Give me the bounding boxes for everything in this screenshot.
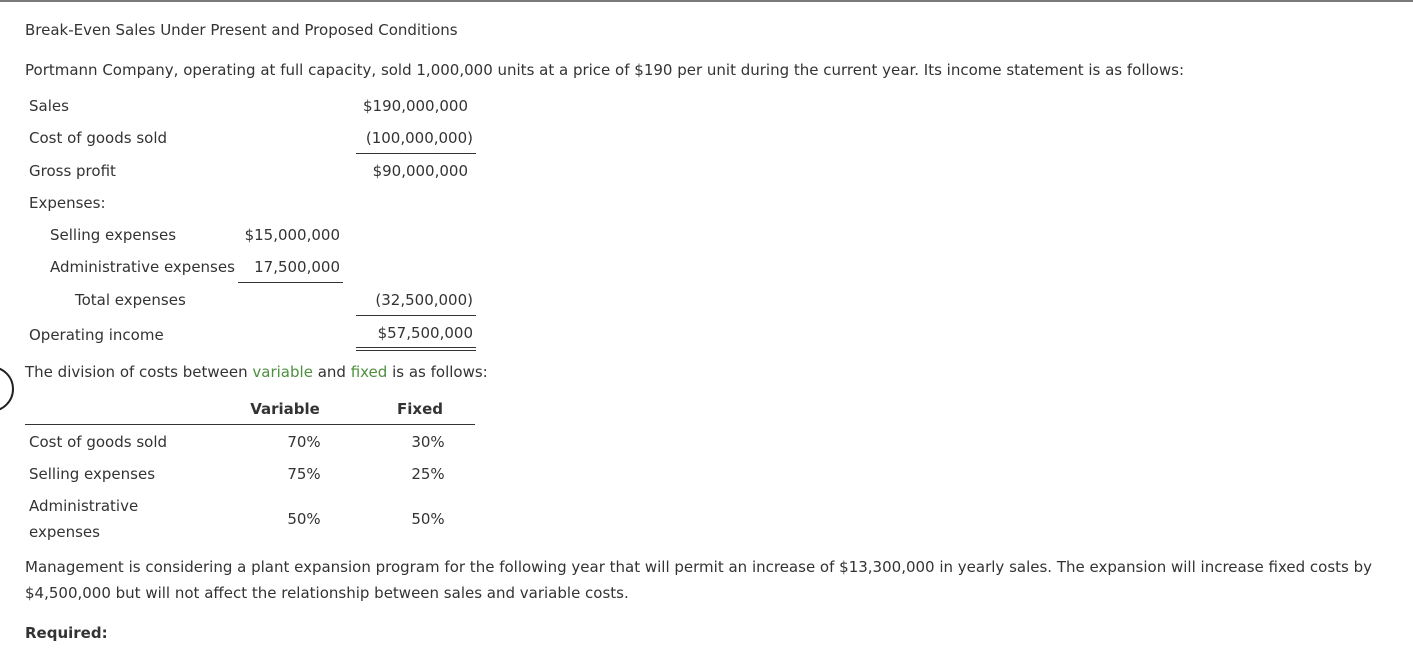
management-paragraph-line1: Management is considering a plant expansion program for the following year that will permit an increase of $13,300,000 in yearly sales. The expansion will increase fixed costs by [25, 558, 1373, 576]
division-text-before: The division of costs between [25, 363, 253, 381]
operating-income-double-underline-bottom [356, 350, 476, 351]
variable-glossary-link[interactable]: variable [252, 363, 313, 381]
page-title: Break-Even Sales Under Present and Proposed Conditions [25, 21, 458, 39]
operating-income-label: Operating income [29, 326, 164, 344]
total-expenses-underline [356, 315, 476, 316]
table-header-rule [25, 424, 475, 425]
expenses-label: Expenses: [29, 194, 106, 212]
admin-underline [238, 282, 343, 283]
selling-expenses-amount: $15,000,000 [244, 226, 340, 244]
division-text-and: and [312, 363, 351, 381]
selling-row-label: Selling expenses [29, 465, 156, 483]
admin-variable-percent: 50% [287, 510, 321, 528]
cogs-underline [356, 153, 476, 154]
selling-variable-percent: 75% [287, 465, 321, 483]
sales-amount: $190,000,000 [363, 97, 468, 115]
administrative-expenses-label: Administrative expenses [50, 258, 235, 276]
top-divider [0, 0, 1413, 2]
sales-label: Sales [29, 97, 69, 115]
management-paragraph-line2: $4,500,000 but will not affect the relationship between sales and variable costs. [25, 584, 629, 602]
cogs-variable-percent: 70% [287, 433, 321, 451]
cogs-label: Cost of goods sold [29, 129, 168, 147]
division-text-after: is as follows: [387, 363, 488, 381]
fixed-column-header: Fixed [397, 400, 443, 418]
cogs-fixed-percent: 30% [411, 433, 445, 451]
intro-paragraph: Portmann Company, operating at full capacity, sold 1,000,000 units at a price of $190 per unit during the current year. Its income statement is as follows: [25, 61, 1184, 79]
admin-fixed-percent: 50% [411, 510, 445, 528]
gross-profit-label: Gross profit [29, 162, 116, 180]
cogs-amount: (100,000,000) [365, 129, 473, 147]
variable-column-header: Variable [250, 400, 320, 418]
administrative-expenses-amount: 17,500,000 [254, 258, 340, 276]
operating-income-amount: $57,500,000 [377, 324, 473, 342]
selling-expenses-label: Selling expenses [50, 226, 177, 244]
selling-fixed-percent: 25% [411, 465, 445, 483]
gross-profit-amount: $90,000,000 [372, 162, 468, 180]
division-sentence [25, 363, 488, 381]
total-expenses-amount: (32,500,000) [375, 291, 473, 309]
total-expenses-label: Total expenses [75, 291, 186, 309]
admin-row-label-line1: Administrative [29, 497, 139, 515]
operating-income-double-underline-top [356, 347, 476, 348]
admin-row-label-line2: expenses [29, 523, 100, 541]
required-heading: Required: [25, 624, 108, 642]
fixed-glossary-link[interactable]: fixed [350, 363, 388, 381]
scroll-marker-circle [0, 366, 14, 412]
cogs-row-label: Cost of goods sold [29, 433, 168, 451]
